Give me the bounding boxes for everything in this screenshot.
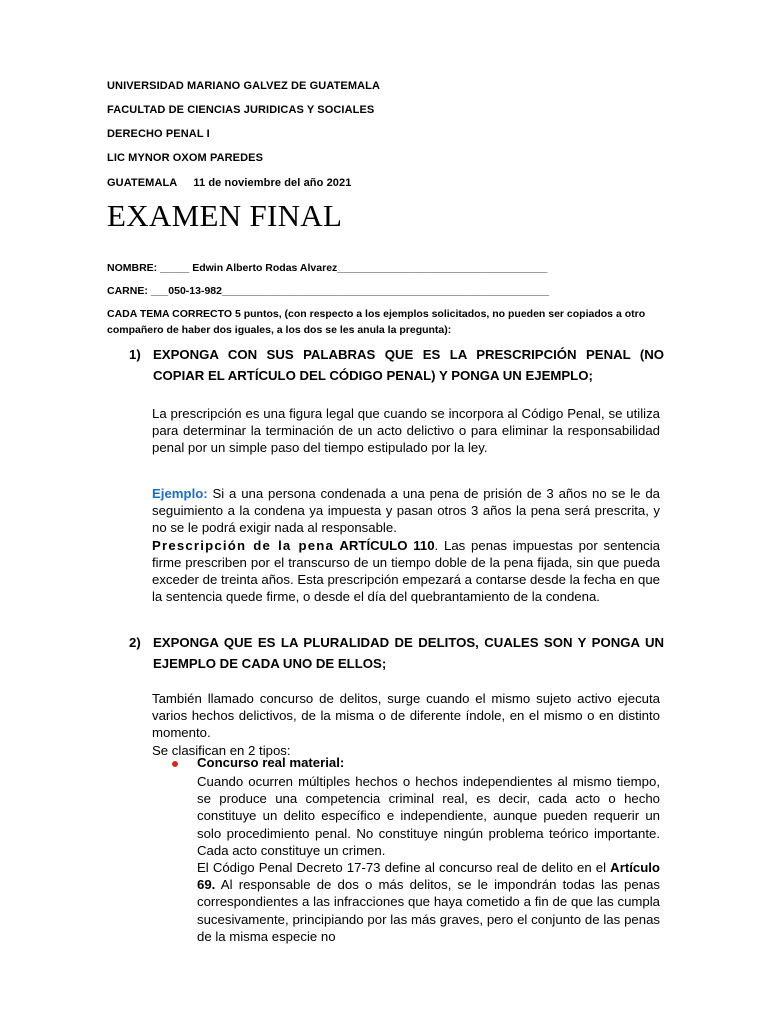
exam-date: 11 de noviembre del año 2021 [193,177,352,189]
student-carne-line: CARNE: ___050-13-982________________________________________________________ [107,285,549,297]
article-ref: ARTÍCULO 110 [334,537,435,553]
example-text: Si a una persona condenada a una pena de prisión de 3 años no se le da seguimiento a la condena ya impuesta y pasan otros 3 años la pena será prescrita, y no se le podrá exigir nada al responsable. [152,486,660,536]
code-text: Al responsable de dos o más delitos, se le impondrán todas las penas correspondientes a las infracciones que haya cometido a fin de que las cumpla sucesivamente, principiando por las más graves, pero el conjunto de las penas de la misma especie no [197,877,660,944]
question-1-answer: La prescripción es una figura legal que cuando se incorpora al Código Penal, se utiliza para determinar la terminación de un acto delictivo o para eliminar la responsabilidad penal por un simple paso del tiempo estipulado por la ley. [152,406,660,456]
professor-name: LIC MYNOR OXOM PAREDES [107,152,264,164]
bullet-text: Cuando ocurren múltiples hechos o hechos independientes al mismo tiempo, se produce una competencia criminal real, es decir, cada acto o hecho constituye un delito específico e independiente, aunque pueden requerir un solo procedimiento penal. No constituye ningún problema teórico importante. Cada acto constituye un crimen. [197,774,660,858]
exam-instructions: CADA TEMA CORRECTO 5 puntos, (con respecto a los ejemplos solicitados, no pueden ser copiados a otro compañero de haber dos iguales, a los dos se les anula la pregunta): [107,308,646,336]
city-date-line [107,177,351,189]
question-1-text: EXPONGA CON SUS PALABRAS QUE ES LA PRESCRIPCIÓN PENAL (NO COPIAR EL ARTÍCULO DEL CÓDIGO PENAL) Y PONGA UN EJEMPLO; [153,347,664,383]
question-2-answer-text: También llamado concurso de delitos, surge cuando el mismo sujeto activo ejecuta varios hechos delictivos, de la misma o de diferente índole, en el mismo o en distinto momento. [152,691,660,741]
question-2 [129,632,664,674]
bullet-title: Concurso real material: [197,755,345,770]
article-label: Prescripción de la pena [152,537,335,553]
question-2-text: EXPONGA QUE ES LA PLURALIDAD DE DELITOS, CUALES SON Y PONGA UN EJEMPLO DE CADA UNO DE ELLOS; [153,635,664,671]
article-text: . Las penas impuestas por sentencia firme prescriben por el transcurso de un tiempo doble de la pena fijada, sin que pueda exceder de treinta años. Esta prescripción empezará a contarse desde la fecha en que la sentencia quede firme, o desde el día del quebrantamiento de la condena. [152,537,660,605]
question-1 [129,344,664,386]
code-intro: El Código Penal Decreto 17-73 define al concurso real de delito en el [197,860,611,876]
student-name-line: NOMBRE: _____ Edwin Alberto Rodas Alvarez____________________________________ [107,262,548,274]
types-intro: Se clasifican en 2 tipos: [152,742,291,758]
question-1-number: 1) [129,347,141,362]
example-label: Ejemplo: [152,486,208,501]
page-title: EXAMEN FINAL [107,198,343,233]
question-1-example [152,485,660,605]
city: GUATEMALA [107,177,178,189]
code-article: Artículo 69. [197,860,660,893]
faculty-name: FACULTAD DE CIENCIAS JURIDICAS Y SOCIALES [107,104,375,116]
question-2-answer [152,690,660,759]
bullet-body [197,773,660,945]
university-name: UNIVERSIDAD MARIANO GALVEZ DE GUATEMALA [107,80,380,92]
bullet-icon [172,761,178,767]
course-name: DERECHO PENAL I [107,128,210,140]
question-2-number: 2) [129,635,141,650]
